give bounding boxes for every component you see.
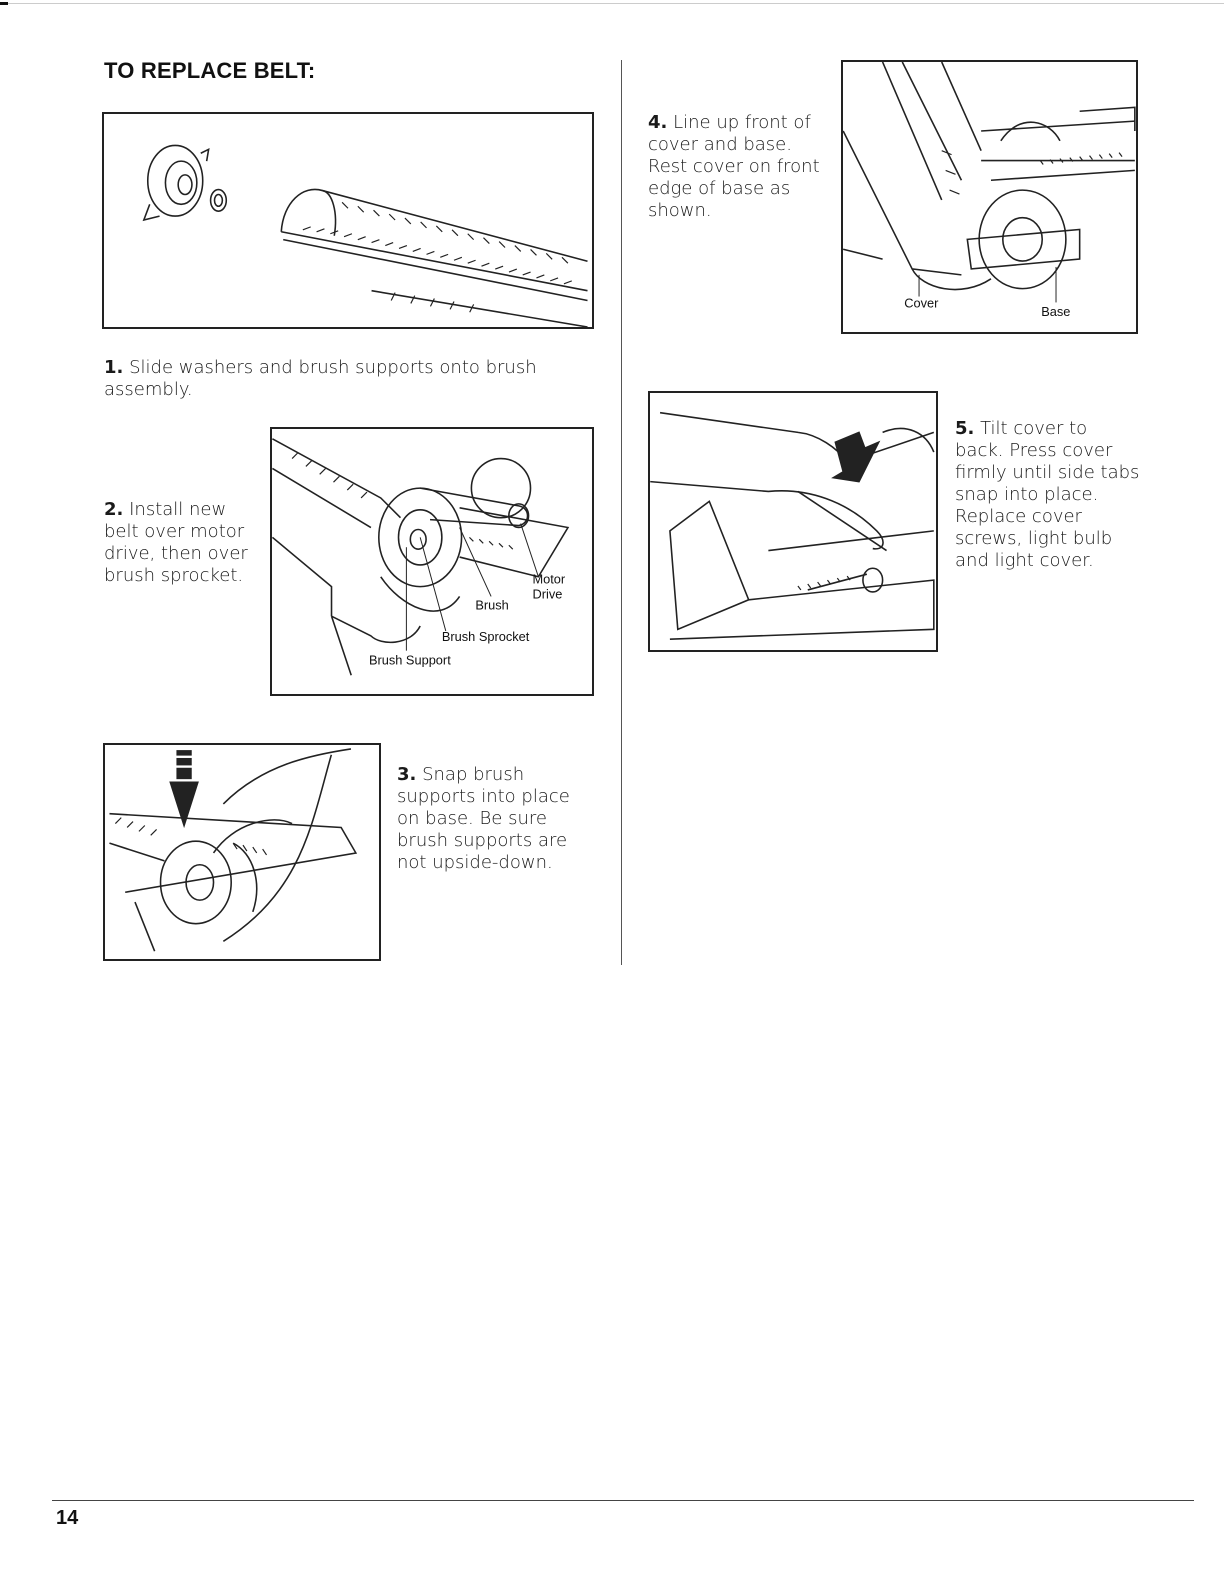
label-brush-support: Brush Support bbox=[368, 652, 451, 668]
cover-base-illustration bbox=[843, 62, 1136, 332]
tilt-cover-illustration bbox=[650, 393, 936, 650]
step-1-text bbox=[104, 357, 574, 401]
label-base: Base bbox=[1041, 304, 1071, 320]
step-1-body: Slide washers and brush supports onto brush assembly. bbox=[104, 357, 537, 400]
step-3-number: 3. bbox=[397, 764, 417, 785]
corner-mark bbox=[0, 2, 8, 5]
column-divider bbox=[621, 60, 622, 965]
label-cover: Cover bbox=[904, 295, 939, 311]
figure-brush-assembly bbox=[102, 112, 594, 329]
figure-tilt-cover bbox=[648, 391, 938, 652]
step-1-number: 1. bbox=[104, 357, 124, 378]
step-2-body: Install new belt over motor drive, then over brush sprocket. bbox=[104, 499, 248, 586]
step-3-text bbox=[397, 764, 587, 874]
belt-install-illustration bbox=[272, 429, 592, 694]
label-motor: Motor bbox=[532, 571, 566, 587]
figure-belt-install bbox=[270, 427, 594, 696]
step-4-body: Line up front of cover and base. Rest cover on front edge of base as shown. bbox=[648, 112, 820, 221]
brush-assembly-illustration bbox=[104, 114, 592, 327]
step-5-body: Tilt cover to back. Press cover firmly until side tabs snap into place. Replace cover screws, light bulb and light cover. bbox=[955, 418, 1140, 571]
step-4-text bbox=[648, 112, 828, 222]
page-title: TO REPLACE BELT: bbox=[104, 58, 316, 83]
step-5-text bbox=[955, 418, 1140, 572]
page-number: 14 bbox=[56, 1507, 79, 1529]
step-2-text bbox=[104, 499, 264, 587]
label-brush: Brush bbox=[475, 597, 509, 613]
figure-snap-supports bbox=[103, 743, 381, 961]
top-scan-rule bbox=[0, 3, 1224, 4]
label-drive: Drive bbox=[532, 586, 563, 602]
figure-cover-base bbox=[841, 60, 1138, 334]
footer-rule bbox=[52, 1500, 1194, 1501]
label-brush-sprocket: Brush Sprocket bbox=[441, 628, 530, 644]
snap-supports-illustration bbox=[105, 745, 379, 959]
step-3-body: Snap brush supports into place on base. Be sure brush supports are not upside-down. bbox=[397, 764, 570, 873]
step-4-number: 4. bbox=[648, 112, 668, 133]
step-2-number: 2. bbox=[104, 499, 124, 520]
step-5-number: 5. bbox=[955, 418, 975, 439]
